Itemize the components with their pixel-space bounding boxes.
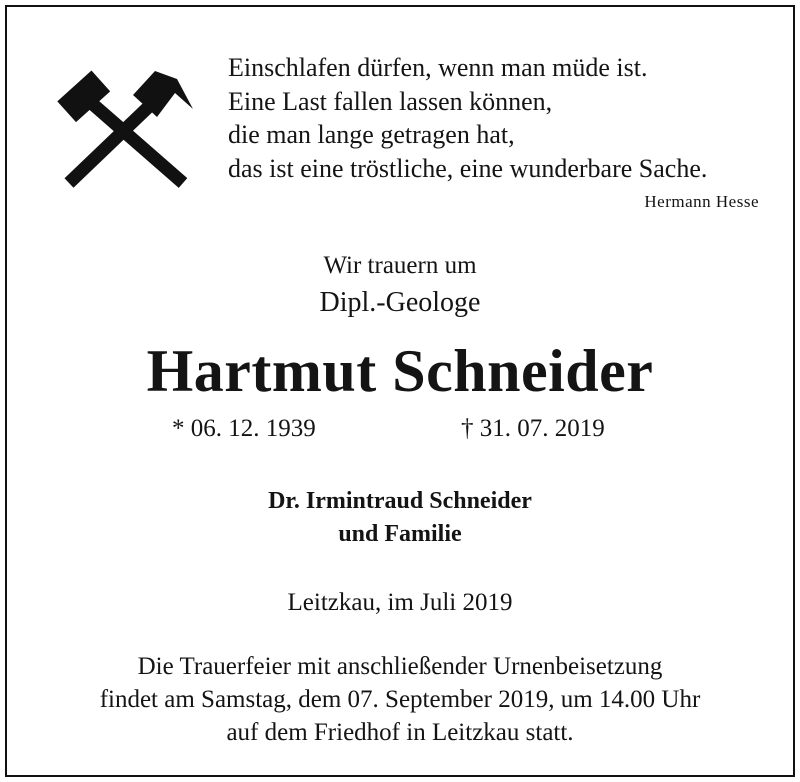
obituary-notice xyxy=(5,5,795,777)
birth-date: * 06. 12. 1939 xyxy=(172,415,316,442)
mourner-family: und Familie xyxy=(338,521,462,547)
mourning-intro: Wir trauern um xyxy=(323,252,477,279)
quote-line: Einschlafen dürfen, wenn man müde ist. xyxy=(228,53,648,82)
funeral-info-line: auf dem Friedhof in Leitzkau statt. xyxy=(226,719,574,746)
quote-author: Hermann Hesse xyxy=(644,192,759,211)
deceased-name: Hartmut Schneider xyxy=(146,338,654,404)
funeral-info-line: findet am Samstag, dem 07. September 2019, um 14.00 Uhr xyxy=(99,686,701,713)
death-date: † 31. 07. 2019 xyxy=(461,415,605,442)
quote-line: die man lange getragen hat, xyxy=(228,120,515,149)
quote-line: Eine Last fallen lassen können, xyxy=(228,86,553,116)
quote xyxy=(228,51,707,185)
hammer-and-pick-icon xyxy=(55,65,193,193)
place-and-date: Leitzkau, im Juli 2019 xyxy=(287,589,513,616)
funeral-info-line: Die Trauerfeier mit anschließender Urnenbeisetzung xyxy=(137,653,663,680)
deceased-title: Dipl.-Geologe xyxy=(319,287,481,318)
quote-line: das ist eine tröstliche, eine wunderbare Sache. xyxy=(228,153,708,183)
mourner-name: Dr. Irmintraud Schneider xyxy=(268,488,532,514)
